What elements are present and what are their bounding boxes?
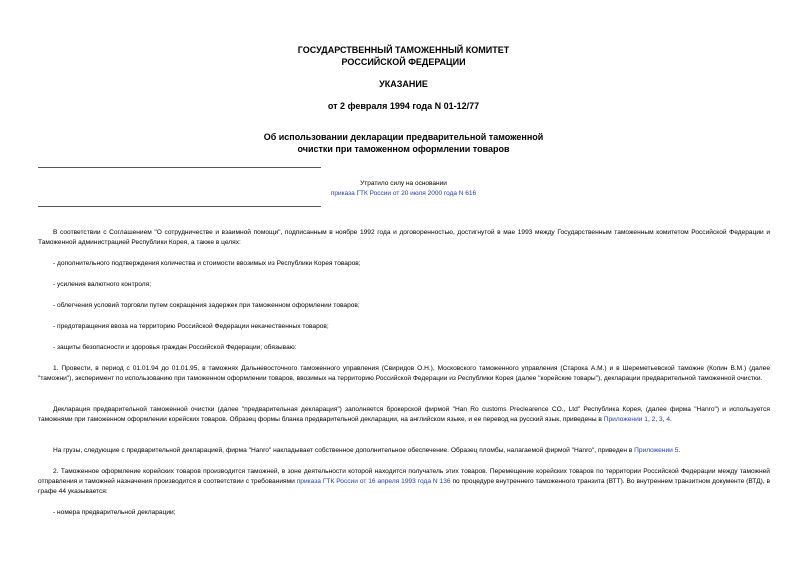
purpose-item: - предотвращения ввоза на территорию Российской Федерации некачественных товаров; [53,323,329,330]
purpose-item: - защиты безопасности и здоровья граждан Российской Федерации; обязываю: [53,344,297,351]
appendix-separator: , [662,416,665,424]
org-title-line2: РОССИЙСКОЙ ФЕДЕРАЦИИ [341,57,466,67]
declaration-number-item: - номера предварительной декларации; [53,509,176,516]
divider-bottom [38,206,321,207]
intro-paragraph: В соответствии с Соглашением "О сотрудничестве и взаимной помощи", подписанным в ноябре 1992 года и договоренностью, достигнутой в мае 1993 между Государственным таможенным комитетом Российской Федерации и Таможенной администрацией Республики Корея, а также в целях: [38,229,770,247]
appendix-5-link[interactable]: Приложении 5 [634,447,679,454]
paragraph-2 [38,405,770,425]
appendix-4-link[interactable]: 4 [666,416,671,424]
purpose-item: - облегчения условий торговли путем сокращения задержек при таможенном оформлении товаров; [53,302,360,309]
appendix-3-link[interactable]: 3 [659,416,663,424]
doc-type: УКАЗАНИЕ [379,79,428,89]
doc-subject-line1: Об использовании декларации предварительной таможенной [263,132,544,142]
doc-subject-line2: очистки при таможенном оформлении товаров [297,144,510,154]
divider-top [38,167,321,168]
paragraph-3 [38,446,770,456]
appendix-separator: , [647,416,650,424]
order-136-link[interactable]: приказа ГТК России от 16 апреля 1993 года N 136 [296,478,451,486]
appendix-2-link[interactable]: 2 [651,416,656,424]
paragraph-4-text-end: по процедуре внутреннего таможенного транзита (ВТТ). Во внутреннем транзитном документе (ВТД), в графе 44 указывается: [38,478,770,496]
paragraph-3-text: На грузы, следующие с предварительной декларацией, фирма "Hanro" накладывает собственное дополнительное обеспечение. Образец пломбы, налагаемой фирмой "Hanro", приведен в [53,447,633,454]
purpose-item: - дополнительного подтверждения количества и стоимости ввозимых из Республики Корея товаров; [53,260,361,267]
org-title-line1: ГОСУДАРСТВЕННЫЙ ТАМОЖЕННЫЙ КОМИТЕТ [297,45,510,55]
doc-date: от 2 февраля 1994 года N 01-12/77 [327,101,480,111]
status-note: Утратило силу на основании [360,180,447,187]
paragraph-2-text: Декларация предварительной таможенной очистки (далее "предварительная декларация") заполняется брокерской фирмой "Han Ro customs Preclearence CO., Ltd" Республика Корея, (далее фирма "Hanro") и используется таможнями при таможенном оформлении корейских товаров. Образец формы бланка предварительной декларации, на английском языке, и ее перевод на русский язык, приведены в [38,406,770,424]
paragraph-1: 1. Провести, в период с 01.01.94 до 01.01.95, в таможнях Дальневосточного таможенного управления (Свиридов О.Н.), Московского таможенного управления (Старока А.М.) и в Шереметьевской таможне (Копин В.М.) (далее "таможни"), эксперимент по использованию при таможенном оформлении товаров, ввозимых на территорию Российской Федерации из Республики Корея (далее "корейские товары"), декларации предварительной таможенной очистки. [38,365,770,383]
appendix-1-link[interactable]: Приложении 1 [603,416,648,424]
appendix-separator: , [655,416,658,424]
paragraph-3-end: . [678,447,681,454]
status-note-link-row [0,189,807,199]
repeal-order-link[interactable]: приказа ГТК России от 20 июля 2000 года N 616 [330,190,477,197]
purpose-item: - усиления валютного контроля; [53,281,152,288]
paragraph-4-text-start: 2. Таможенное оформление корейских товаров производится таможней, в зоне деятельности которой находится получатель этих товаров. Перемещение корейских товаров по территории Российской Федерации между таможней отправления и таможней назначения производится в соответствии с требованиями [38,468,770,486]
paragraph-2-end: . [670,416,672,424]
paragraph-4 [38,467,770,498]
